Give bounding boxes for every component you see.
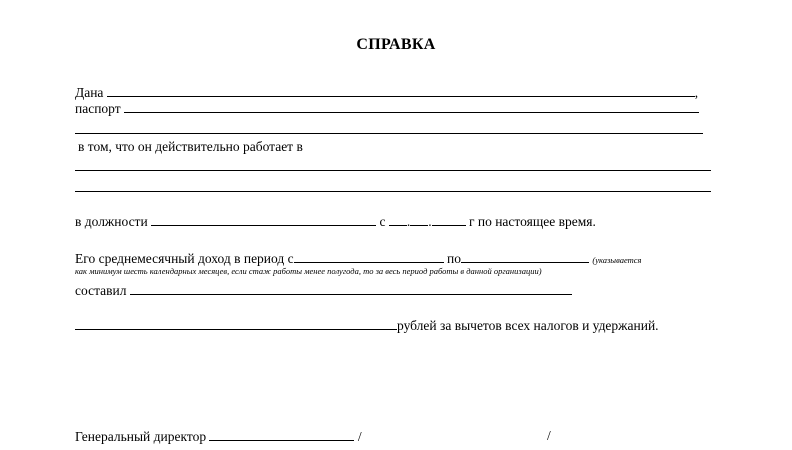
position-row bbox=[75, 213, 596, 230]
workplace-line-2[interactable] bbox=[75, 191, 711, 192]
period-to-field[interactable] bbox=[461, 250, 589, 263]
start-day-field[interactable] bbox=[389, 213, 407, 226]
note-text: как минимум шесть календарных месяцев, если стаж работы менее полугода, то за весь период работы в данной организации) bbox=[75, 266, 542, 276]
amount-field[interactable] bbox=[130, 282, 572, 295]
income-text: Его среднемесячный доход в период с bbox=[75, 251, 294, 266]
rubles-amount-field[interactable] bbox=[75, 317, 397, 330]
passport-label: паспорт bbox=[75, 101, 121, 116]
passport-field[interactable] bbox=[124, 100, 699, 113]
to-label: по bbox=[447, 251, 461, 266]
period-from-field[interactable] bbox=[294, 250, 444, 263]
date-separator-2: . bbox=[428, 214, 432, 229]
amount-label: составил bbox=[75, 283, 127, 298]
rubles-row bbox=[75, 317, 659, 334]
income-period-row bbox=[75, 250, 641, 267]
issued-to-field[interactable] bbox=[107, 84, 695, 97]
amount-row bbox=[75, 282, 572, 299]
date-separator-1: . bbox=[406, 214, 411, 229]
issued-to-label: Дана bbox=[75, 85, 104, 100]
issued-to-comma: , bbox=[694, 85, 699, 100]
workplace-line-1[interactable] bbox=[75, 170, 711, 171]
rubles-text: рублей за вычетов всех налогов и удержаний bbox=[397, 318, 656, 333]
director-signature-field[interactable] bbox=[209, 428, 354, 441]
passport-continuation-line[interactable] bbox=[75, 133, 703, 134]
since-label: с bbox=[379, 214, 386, 229]
works-at-text: в том, что он действительно работает в bbox=[78, 139, 303, 154]
note-start: (указывается bbox=[592, 255, 642, 265]
position-label: в должности bbox=[75, 214, 148, 229]
start-month-field[interactable] bbox=[410, 213, 428, 226]
slash-2: / bbox=[547, 428, 551, 443]
passport-row bbox=[75, 100, 699, 117]
director-label: Генеральный директор bbox=[75, 429, 207, 444]
rubles-period: . bbox=[655, 318, 659, 333]
slash-1: / bbox=[357, 429, 362, 444]
year-suffix: г по настоящее время. bbox=[468, 214, 596, 229]
start-year-field[interactable] bbox=[432, 213, 466, 226]
document-title: СПРАВКА bbox=[356, 36, 436, 53]
position-field[interactable] bbox=[151, 213, 376, 226]
director-row bbox=[75, 428, 362, 445]
issued-to-row bbox=[75, 84, 698, 101]
